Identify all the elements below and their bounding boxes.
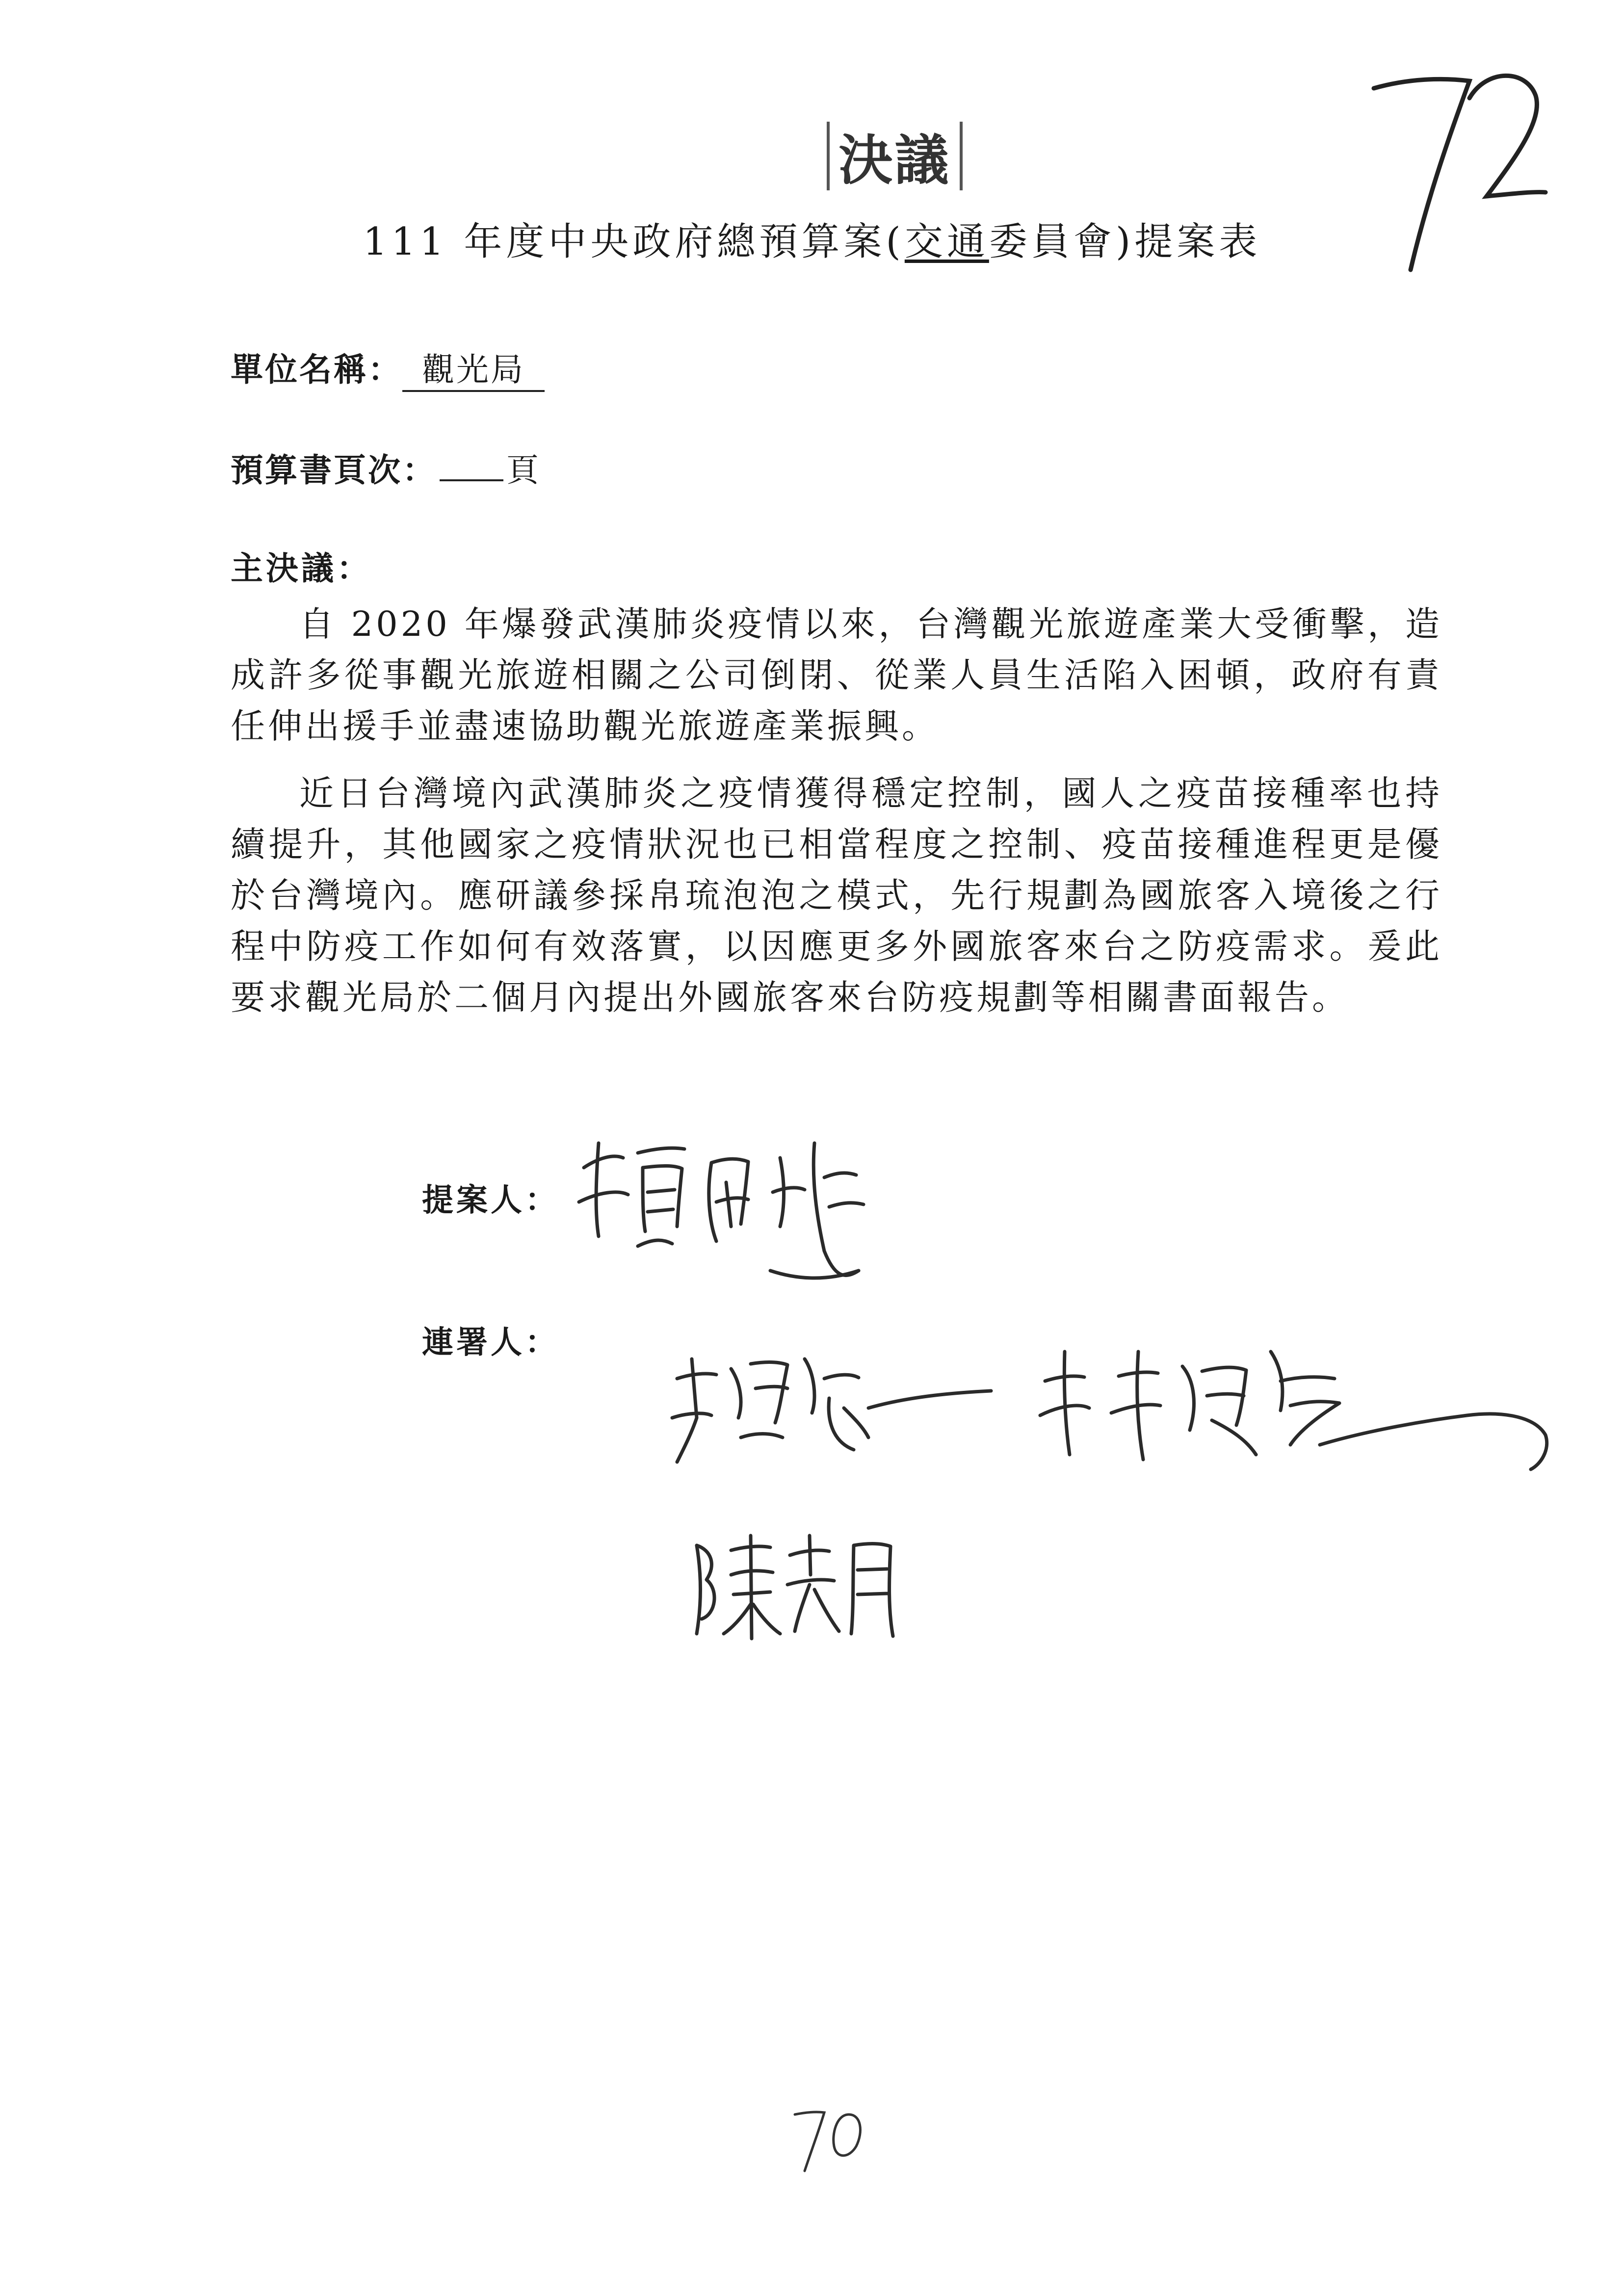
stamp-text: 決議 (838, 129, 951, 192)
title-prefix: 111 年度中央政府總預算案( (363, 220, 905, 264)
resolution-paragraph: 自 2020 年爆發武漢肺炎疫情以來，台灣觀光旅遊產業大受衝擊，造成許多從事觀光旅遊相關之公司倒閉、從業人員生活陷入困頓，政府有責任伸出援手並盡速協助觀光旅遊產業振興。 (231, 604, 1442, 746)
cosigners-label: 連署人： (422, 1325, 559, 1361)
title-suffix: 委員會)提案表 (989, 220, 1261, 264)
resolution-paragraph: 近日台灣境內武漢肺炎之疫情獲得穩定控制，國人之疫苗接種率也持續提升，其他國家之疫情狀況也已相當程度之控制、疫苗接種進程更是優於台灣境內。應研議參採帛琉泡泡之模式，先行規劃為國旅客入境後之行程中防疫工作如何有效落實，以因應更多外國旅客來台之防疫需求。爰此要求觀光局於二個月內提出外國旅客來台防疫規劃等相關書面報告。 (231, 773, 1442, 1018)
budget-page-field (231, 444, 541, 491)
handwritten-page-number (1364, 59, 1550, 280)
unit-label: 單位名稱： (231, 351, 402, 389)
cosigner-signature-2 (1025, 1332, 1570, 1499)
proposer-label: 提案人： (422, 1182, 559, 1219)
cosigner-signature-1 (657, 1334, 1001, 1496)
cosigner-signature-3 (677, 1516, 913, 1644)
budget-page-blank (440, 450, 503, 481)
handwritten-footer-number (785, 2100, 873, 2178)
budget-page-label: 預算書頁次： (231, 451, 437, 489)
title-committee: 交通 (904, 220, 989, 264)
unit-field (231, 343, 545, 392)
resolution-stamp (827, 122, 963, 190)
main-resolution-heading: 主決議： (231, 549, 372, 587)
budget-page-suffix: 頁 (506, 451, 541, 489)
unit-value: 觀光局 (402, 343, 545, 392)
proposer-signature (569, 1123, 903, 1310)
form-title (294, 211, 1330, 266)
